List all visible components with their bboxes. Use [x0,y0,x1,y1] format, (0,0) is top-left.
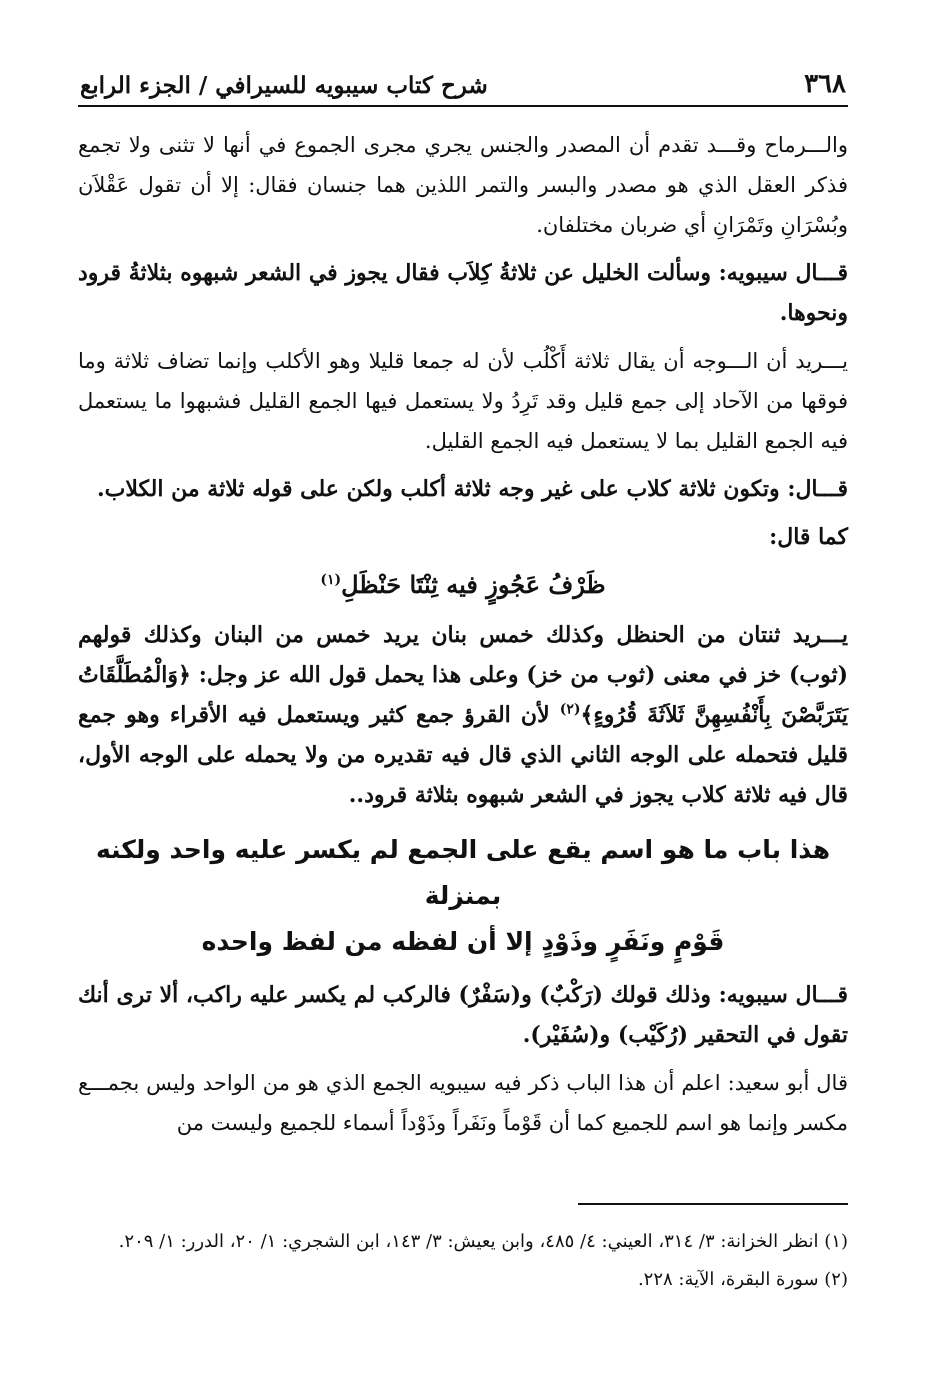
verse-footnote-ref: (١) [320,572,342,588]
footnote-divider [578,1203,848,1205]
body-text [78,125,848,1143]
footnote-2: (٢) سورة البقرة، الآية: ٢٢٨. [637,1269,848,1290]
paragraph-3: يـــريد أن الـــوجه أن يقال ثلاثة أَكْلُب لأن له جمعا قليلا وهو الأكلب وإنما تضاف ثلاثة وما فوقها من الآحاد إلى جمع قليل وقد تَرِدُ ولا يستعمل فيها الجمع القليل فشبهوا ما يستعمل فيه الجمع القليل بما لا يستعمل فيه الجمع القليل. [78,349,848,453]
paragraph-8: قال أبو سعيد: اعلم أن هذا الباب ذكر فيه سيبويه الجمع الذي هو من الواحد وليس بجمـــع مكسر وإنما هو اسم للجميع كما أن قَوْماً ونَفَراً وذَوْداً أسماء للجميع وليست من [78,1071,848,1135]
paragraph-1: والـــرماح وقـــد تقدم أن المصدر والجنس يجري مجرى الجموع في أنها لا تثنى ولا تجمع فذكر العقل الذي هو مصدر والبسر والتمر اللذين هما جنسان فقال: إلا أن تقول عَقْلاَن وبُسْرَانِ وتَمْرَانِ أي ضربان مختلفان. [78,133,848,237]
paragraph-2: قـــال سيبويه: وسألت الخليل عن ثلاثةُ كِلاَب فقال يجوز في الشعر شبهوه بثلاثةُ قرود ونحوها. [78,260,848,326]
paragraph-5: كما قال: [769,524,848,550]
running-title: شرح كتاب سيبويه للسيرافي / الجزء الرابع [80,72,488,99]
paragraph-6 [78,615,848,815]
footnote-1: (١) انظر الخزانة: ٣/ ٣١٤، العيني: ٤/ ٤٨٥، وابن يعيش: ٣/ ١٤٣، ابن الشجري: ١/ ٢٠، الدرر: ١/ ٢٠٩. [118,1231,848,1252]
chapter-heading-line-1: هذا باب ما هو اسم يقع على الجمع لم يكسر عليه واحد ولكنه بمنزلة [95,835,831,910]
page [78,55,848,1290]
paragraph-7: قـــال سيبويه: وذلك قولك (رَكْبٌ) و(سَفْرٌ) فالركب لم يكسر عليه راكب، ألا ترى أنك تقول في التحقير (رُكَيْب) و(سُفَيْر). [78,982,848,1048]
paragraph-6-part-1: يـــريد ثنتان من الحنظل وكذلك خمس بنان يريد خمس من البنان وكذلك قولهم (ثوب) خز في معنى (ثوب من خز) وعلى هذا يحمل قول الله عز وجل: ﴿وَالْمُطَلَّقَاتُ يَتَرَبَّصْنَ بِأَنْفُسِهِنَّ ثَلاَثَةَ قُرُوءٍ﴾ [78,622,848,728]
chapter-heading-line-2: قَوْمٍ ونَفَرٍ وذَوْدٍ إلا أن لفظه من لفظ واحده [201,927,725,956]
verse [78,565,848,605]
verse-text: ظَرْفُ عَجُوزٍ فيه ثِنْتَا حَنْظَلِ [341,570,606,599]
paragraph-4: قـــال: وتكون ثلاثة كلاب على غير وجه ثلاثة أكلب ولكن على قوله ثلاثة من الكلاب. [97,476,848,502]
quran-footnote-ref: (٢) [559,701,581,718]
running-header [78,55,848,107]
page-number: ٣٦٨ [804,69,846,99]
chapter-heading [78,827,848,965]
footnotes [78,1225,848,1301]
paragraph-6-part-2: لأن القرؤ جمع كثير ويستعمل فيه الأقراء وهو جمع قليل فتحمله على الوجه الثاني الذي قال فيه تقديره من ولا يحمله على الوجه الأول، قال فيه ثلاثة كلاب يجوز في الشعر شبهوه بثلاثة قرود.. [78,702,848,808]
